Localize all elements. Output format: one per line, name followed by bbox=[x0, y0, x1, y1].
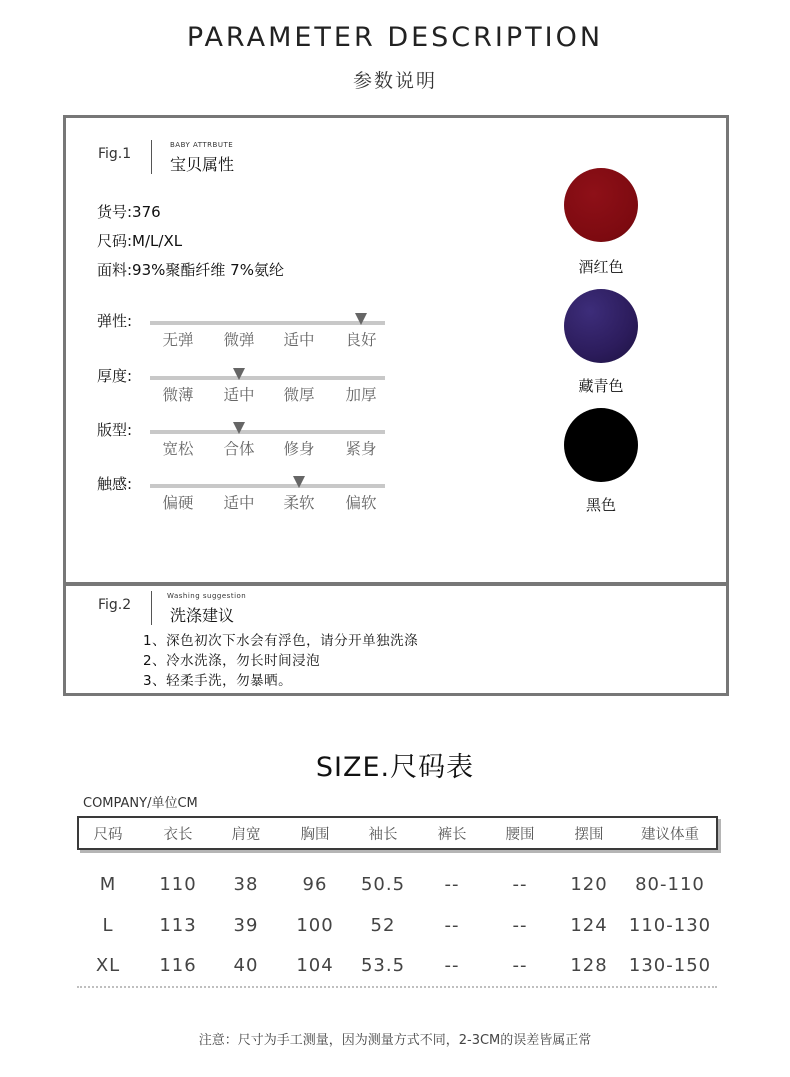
size-table-cell: -- bbox=[444, 915, 460, 936]
page-subtitle: 参数说明 bbox=[352, 70, 437, 92]
fig1-separator bbox=[151, 140, 152, 174]
attribute-scale-track bbox=[150, 430, 385, 434]
attribute-option: 微弹 bbox=[223, 331, 255, 349]
size-table-cell: 124 bbox=[570, 915, 608, 936]
attribute-option: 紧身 bbox=[345, 440, 377, 458]
size-table-cell: -- bbox=[512, 915, 528, 936]
size-table-column-header: 胸围 bbox=[300, 827, 330, 843]
color-name-black: 黑色 bbox=[585, 496, 616, 514]
size-table-column-header: 腰围 bbox=[505, 827, 535, 843]
size-table-cell: XL bbox=[95, 955, 121, 976]
size-range: 尺码:M/L/XL bbox=[97, 232, 183, 250]
size-table-cell: 40 bbox=[233, 955, 259, 976]
size-table-cell: 53.5 bbox=[360, 955, 406, 976]
attribute-option: 偏硬 bbox=[162, 494, 194, 512]
fig2-separator bbox=[151, 591, 152, 625]
size-table-column-header: 袖长 bbox=[368, 827, 398, 843]
attribute-marker-icon bbox=[293, 476, 305, 488]
size-table-cell: -- bbox=[512, 874, 528, 895]
attribute-option: 无弹 bbox=[162, 331, 194, 349]
size-table-cell: 52 bbox=[370, 915, 396, 936]
attribute-option: 微厚 bbox=[283, 386, 315, 404]
color-name-wine-red: 酒红色 bbox=[578, 258, 624, 276]
size-table-cell: 116 bbox=[159, 955, 197, 976]
size-table-cell: 104 bbox=[296, 955, 334, 976]
size-table-cell: -- bbox=[444, 955, 460, 976]
attribute-option: 修身 bbox=[283, 440, 315, 458]
size-table-cell: 110-130 bbox=[628, 915, 712, 936]
attribute-label: 厚度: bbox=[97, 367, 133, 385]
measurement-note: 注意：尺寸为手工测量，因为测量方式不同，2-3CM的误差皆属正常 bbox=[198, 1033, 592, 1048]
color-swatch-black bbox=[564, 408, 638, 482]
attribute-label: 弹性: bbox=[97, 312, 133, 330]
size-table-column-header: 摆围 bbox=[574, 827, 604, 843]
size-table-cell: 39 bbox=[233, 915, 259, 936]
size-table-column-header: 裤长 bbox=[437, 827, 467, 843]
attribute-option: 合体 bbox=[223, 440, 255, 458]
size-table-column-header: 建议体重 bbox=[641, 827, 699, 843]
attribute-option: 适中 bbox=[223, 494, 255, 512]
attribute-scale-track bbox=[150, 484, 385, 488]
size-table-column-header: 衣长 bbox=[163, 827, 193, 843]
fabric: 面料:93%聚酯纤维 7%氨纶 bbox=[97, 261, 284, 279]
size-table-cell: L bbox=[102, 915, 114, 936]
color-swatch-navy bbox=[564, 289, 638, 363]
attribute-option: 适中 bbox=[223, 386, 255, 404]
attribute-option: 宽松 bbox=[162, 440, 194, 458]
size-table-cell: 38 bbox=[233, 874, 259, 895]
attribute-marker-icon bbox=[355, 313, 367, 325]
size-table-cell: -- bbox=[512, 955, 528, 976]
attribute-label: 版型: bbox=[97, 421, 133, 439]
wash-line-1: 1、深色初次下水会有浮色，请分开单独洗涤 bbox=[143, 633, 419, 649]
color-name-navy: 藏青色 bbox=[578, 377, 624, 395]
item-number: 货号:376 bbox=[97, 203, 161, 221]
fig2-caption-en: Washing suggestion bbox=[167, 592, 247, 600]
color-swatch-wine-red bbox=[564, 168, 638, 242]
fig1-label: Fig.1 bbox=[98, 146, 132, 162]
size-table-column-header: 尺码 bbox=[93, 827, 123, 843]
size-table-cell: 128 bbox=[570, 955, 608, 976]
size-chart-title: SIZE.尺码表 bbox=[315, 752, 475, 783]
size-table-cell: 120 bbox=[570, 874, 608, 895]
unit-note: COMPANY/单位CM bbox=[83, 796, 198, 811]
page-title: PARAMETER DESCRIPTION bbox=[186, 22, 604, 53]
fig1-caption-cn: 宝贝属性 bbox=[170, 155, 235, 174]
size-table-cell: 110 bbox=[159, 874, 197, 895]
dotted-divider bbox=[77, 986, 717, 988]
size-table-cell: M bbox=[99, 874, 117, 895]
attribute-option: 加厚 bbox=[345, 386, 377, 404]
attribute-option: 偏软 bbox=[345, 494, 377, 512]
attribute-option: 微薄 bbox=[162, 386, 194, 404]
attribute-option: 适中 bbox=[283, 331, 315, 349]
attribute-marker-icon bbox=[233, 368, 245, 380]
attribute-option: 良好 bbox=[345, 331, 377, 349]
fig2-label: Fig.2 bbox=[98, 597, 132, 613]
size-table-cell: 96 bbox=[302, 874, 328, 895]
size-table-cell: 130-150 bbox=[628, 955, 712, 976]
size-table-cell: -- bbox=[444, 874, 460, 895]
size-table-cell: 50.5 bbox=[360, 874, 406, 895]
wash-line-2: 2、冷水洗涤，勿长时间浸泡 bbox=[143, 653, 321, 669]
fig1-caption-en: BABY ATTRBUTE bbox=[170, 141, 234, 149]
attribute-scale-track bbox=[150, 376, 385, 380]
size-table-cell: 113 bbox=[159, 915, 197, 936]
attribute-option: 柔软 bbox=[283, 494, 315, 512]
attribute-scale-track bbox=[150, 321, 385, 325]
attribute-label: 触感: bbox=[97, 475, 133, 493]
size-table-cell: 100 bbox=[296, 915, 334, 936]
attribute-marker-icon bbox=[233, 422, 245, 434]
fig2-caption-cn: 洗涤建议 bbox=[170, 606, 235, 625]
wash-line-3: 3、轻柔手洗，勿暴晒。 bbox=[143, 673, 293, 689]
size-table-column-header: 肩宽 bbox=[231, 827, 261, 843]
size-table-cell: 80-110 bbox=[635, 874, 705, 895]
